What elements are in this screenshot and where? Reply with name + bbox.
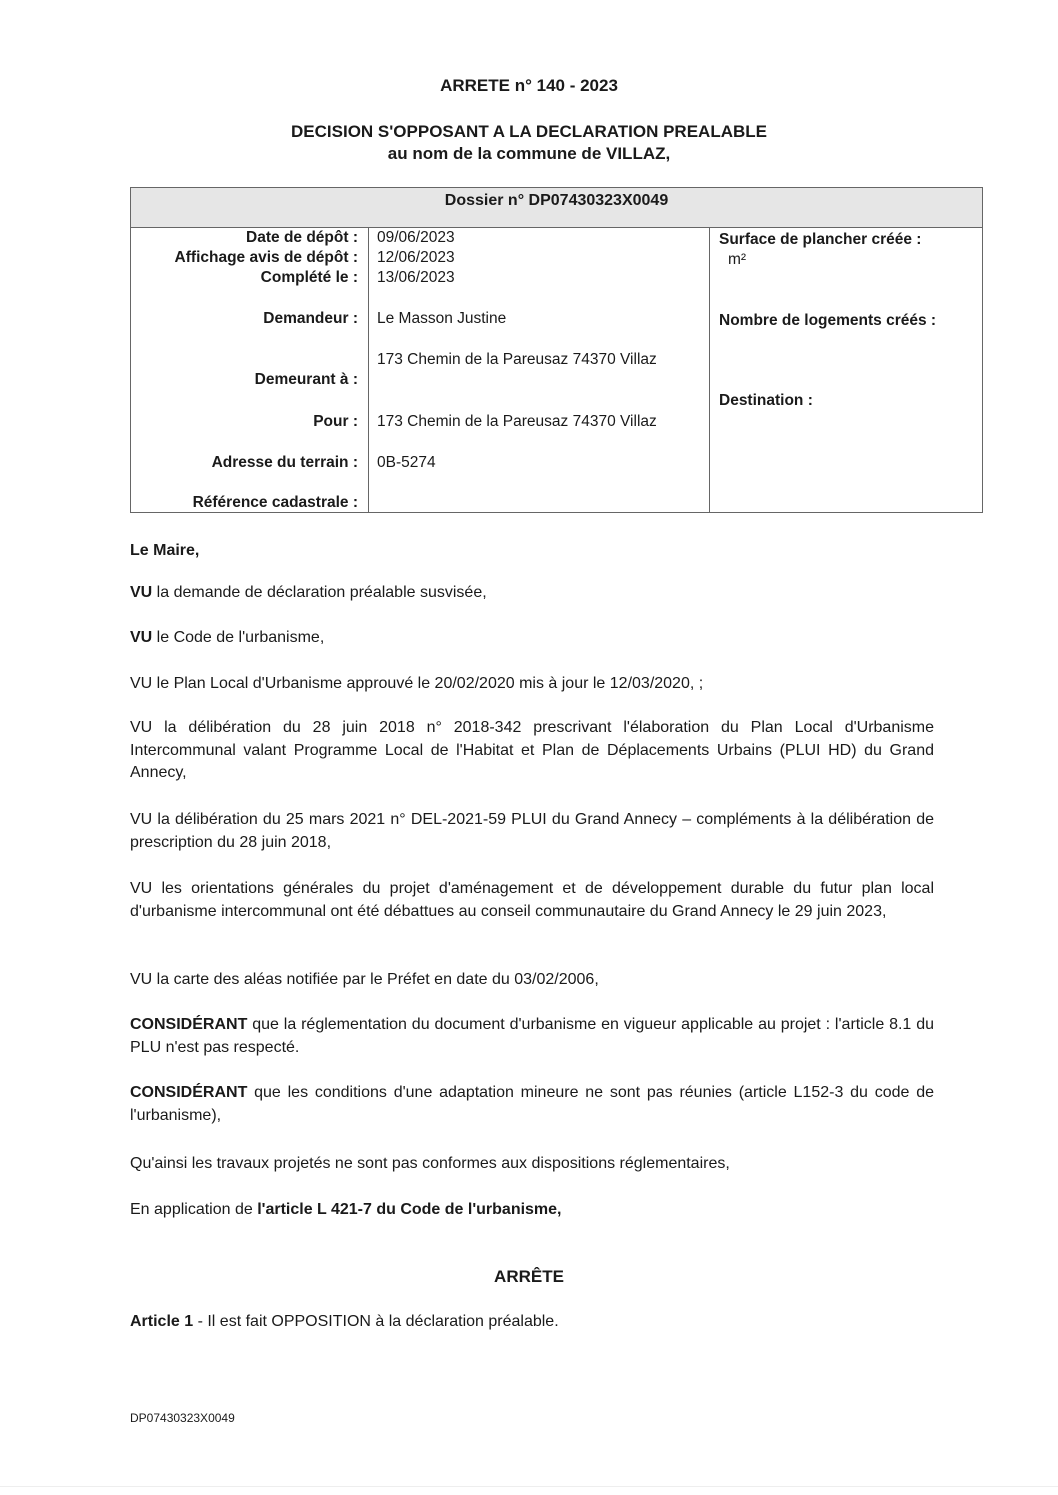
- value-date-depot: 09/06/2023: [377, 229, 455, 246]
- considerant-keyword: CONSIDÉRANT: [130, 1016, 248, 1033]
- article-1-text: - Il est fait OPPOSITION à la déclaration préalable.: [193, 1313, 559, 1330]
- article-1: [130, 1311, 934, 1334]
- vu-keyword: VU: [130, 629, 153, 646]
- value-affichage: 12/06/2023: [377, 249, 455, 266]
- vu-paragraph: VU la carte des aléas notifiée par le Préfet en date du 03/02/2006,: [130, 971, 599, 988]
- page-subtitle: [0, 121, 1058, 165]
- subtitle-line-1: DECISION S'OPPOSANT A LA DECLARATION PREALABLE: [291, 122, 767, 141]
- subtitle-line-2: au nom de la commune de VILLAZ,: [387, 144, 671, 163]
- value-complete: 13/06/2023: [377, 269, 455, 286]
- conclusion-paragraph: Qu'ainsi les travaux projetés ne sont pas conformes aux dispositions réglementaires,: [130, 1155, 730, 1172]
- considerant-text: que la réglementation du document d'urbanisme en vigueur applicable au projet : l'article 8.1 du PLU n'est pas respecté.: [130, 1016, 934, 1056]
- considerant-paragraph: [130, 1014, 934, 1059]
- label-adresse: Adresse du terrain :: [211, 454, 358, 471]
- dossier-header: [131, 188, 982, 228]
- label-date-depot: Date de dépôt :: [246, 229, 358, 246]
- label-demeurant: Demeurant à :: [254, 371, 358, 388]
- footer-reference: DP07430323X0049: [130, 1411, 235, 1425]
- dossier-table: [130, 187, 983, 513]
- label-destination: Destination :: [719, 392, 813, 409]
- considerant-keyword: CONSIDÉRANT: [130, 1084, 248, 1101]
- label-pour: Pour :: [313, 413, 358, 430]
- vu-text: la demande de déclaration préalable susvisée,: [152, 584, 487, 601]
- value-adresse: 0B-5274: [377, 454, 436, 471]
- value-pour: 173 Chemin de la Pareusaz 74370 Villaz: [377, 413, 657, 430]
- vu-paragraph: VU la délibération du 28 juin 2018 n° 2018-342 prescrivant l'élaboration du Plan Local d'Urbanisme Intercommunal valant Programme Local de l'Habitat et Plan de Déplacements Urbains (PLUI HD) du Grand Annecy,: [130, 719, 934, 781]
- value-surface-unit: m²: [728, 251, 747, 268]
- vu-paragraph: VU les orientations générales du projet d'aménagement et de développement durable du futur plan local d'urbanisme intercommunal ont été débattues au conseil communautaire du Grand Annecy le 29 juin 2023,: [130, 880, 934, 920]
- value-demandeur: Le Masson Justine: [377, 310, 507, 327]
- label-demandeur: Demandeur :: [263, 310, 358, 327]
- maire-heading: Le Maire,: [130, 542, 200, 559]
- column-divider: [368, 227, 369, 512]
- vu-keyword: VU: [130, 584, 153, 601]
- article-1-label: Article 1: [130, 1313, 194, 1330]
- application-article: l'article L 421-7 du Code de l'urbanisme,: [257, 1201, 562, 1218]
- considerant-paragraph: [130, 1082, 934, 1127]
- vu-paragraph: [130, 627, 934, 650]
- vu-text: le Code de l'urbanisme,: [152, 629, 325, 646]
- vu-paragraph: VU la délibération du 25 mars 2021 n° DEL-2021-59 PLUI du Grand Annecy – compléments à la délibération de prescription du 28 juin 2018,: [130, 811, 934, 851]
- label-reference: Référence cadastrale :: [192, 494, 358, 511]
- value-demeurant: 173 Chemin de la Pareusaz 74370 Villaz: [377, 351, 657, 368]
- label-logements: Nombre de logements créés :: [719, 312, 937, 329]
- vu-paragraph: VU le Plan Local d'Urbanisme approuvé le 20/02/2020 mis à jour le 12/03/2020, ;: [130, 675, 704, 692]
- application-text: En application de: [130, 1201, 258, 1218]
- page-edge: [0, 1486, 1058, 1487]
- label-surface: Surface de plancher créée :: [719, 231, 922, 248]
- considerant-text: que les conditions d'une adaptation mineure ne sont pas réunies (article L152-3 du code de l'urbanisme),: [130, 1084, 934, 1124]
- application-paragraph: [130, 1199, 934, 1222]
- dossier-number: Dossier n° DP07430323X0049: [444, 192, 669, 209]
- vu-paragraph: [130, 582, 934, 605]
- page-title: ARRETE n° 140 - 2023: [440, 76, 618, 95]
- label-complete: Complété le :: [260, 269, 358, 286]
- column-divider: [709, 227, 710, 512]
- arrete-heading: ARRÊTE: [494, 1267, 564, 1286]
- label-affichage: Affichage avis de dépôt :: [174, 249, 358, 266]
